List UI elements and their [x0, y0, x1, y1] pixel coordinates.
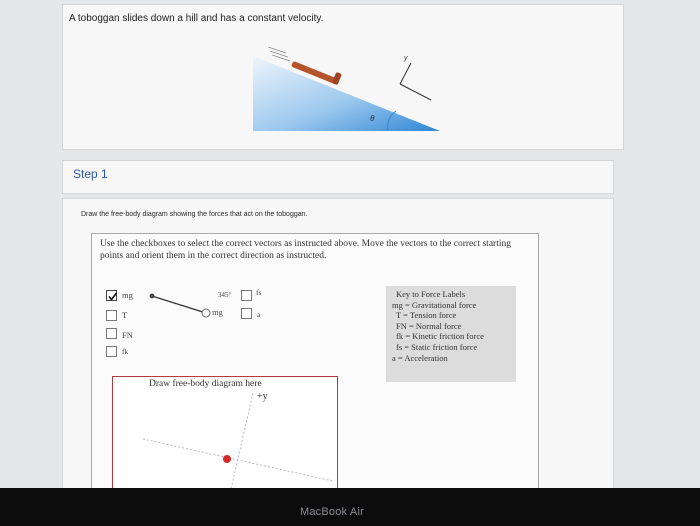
fbd-canvas[interactable]	[112, 376, 338, 488]
angle-readout: 345°	[218, 291, 232, 299]
axis-indicator	[400, 63, 431, 100]
hill-slope	[253, 56, 440, 131]
label-mg: mg	[122, 290, 133, 300]
step-instruction: Draw the free-body diagram showing the forces that act on the toboggan.	[81, 211, 308, 218]
key-title: Key to Force Labels	[396, 289, 466, 299]
angle-label: θ	[370, 114, 375, 123]
placed-vector-label: mg	[212, 307, 223, 317]
label-fk: fk	[122, 347, 129, 356]
label-t: T	[122, 310, 128, 320]
panel-instructions: Use the checkboxes to select the correct vectors as instructed above. Move the vectors to the correct starting points and orient them in the correct direction as instructed.	[100, 239, 511, 261]
key-entry: T = Tension force	[396, 310, 457, 321]
label-fn: FN	[122, 330, 133, 340]
fbd-axis-label: +y	[257, 391, 268, 402]
problem-statement: A toboggan slides down a hill and has a constant velocity.	[69, 13, 324, 24]
checkbox-fk[interactable]	[106, 346, 117, 357]
force-label-key	[386, 286, 516, 382]
vector-panel	[91, 233, 539, 488]
key-entry: mg = Gravitational force	[392, 299, 477, 310]
motion-lines	[268, 47, 286, 53]
label-a: a	[257, 310, 261, 319]
fbd-origin-point	[223, 455, 231, 463]
key-entry: FN = Normal force	[396, 320, 462, 331]
placed-vector-mg[interactable]	[92, 234, 252, 344]
vector-handle-icon	[202, 309, 210, 317]
key-entry: fs = Static friction force	[396, 341, 478, 352]
label-fs: fs	[256, 288, 262, 297]
fbd-axes	[113, 377, 337, 488]
key-entry: a = Acceleration	[392, 352, 448, 363]
step-title: Step 1	[73, 167, 108, 181]
step-content	[62, 198, 614, 488]
device-brand: MacBook Air	[300, 506, 364, 518]
key-entry: fk = Kinetic friction force	[396, 331, 484, 342]
laptop-bezel	[0, 488, 700, 526]
fbd-title: Draw free-body diagram here	[149, 379, 262, 389]
axis-y-label: y	[404, 55, 408, 62]
step-header	[62, 160, 614, 194]
